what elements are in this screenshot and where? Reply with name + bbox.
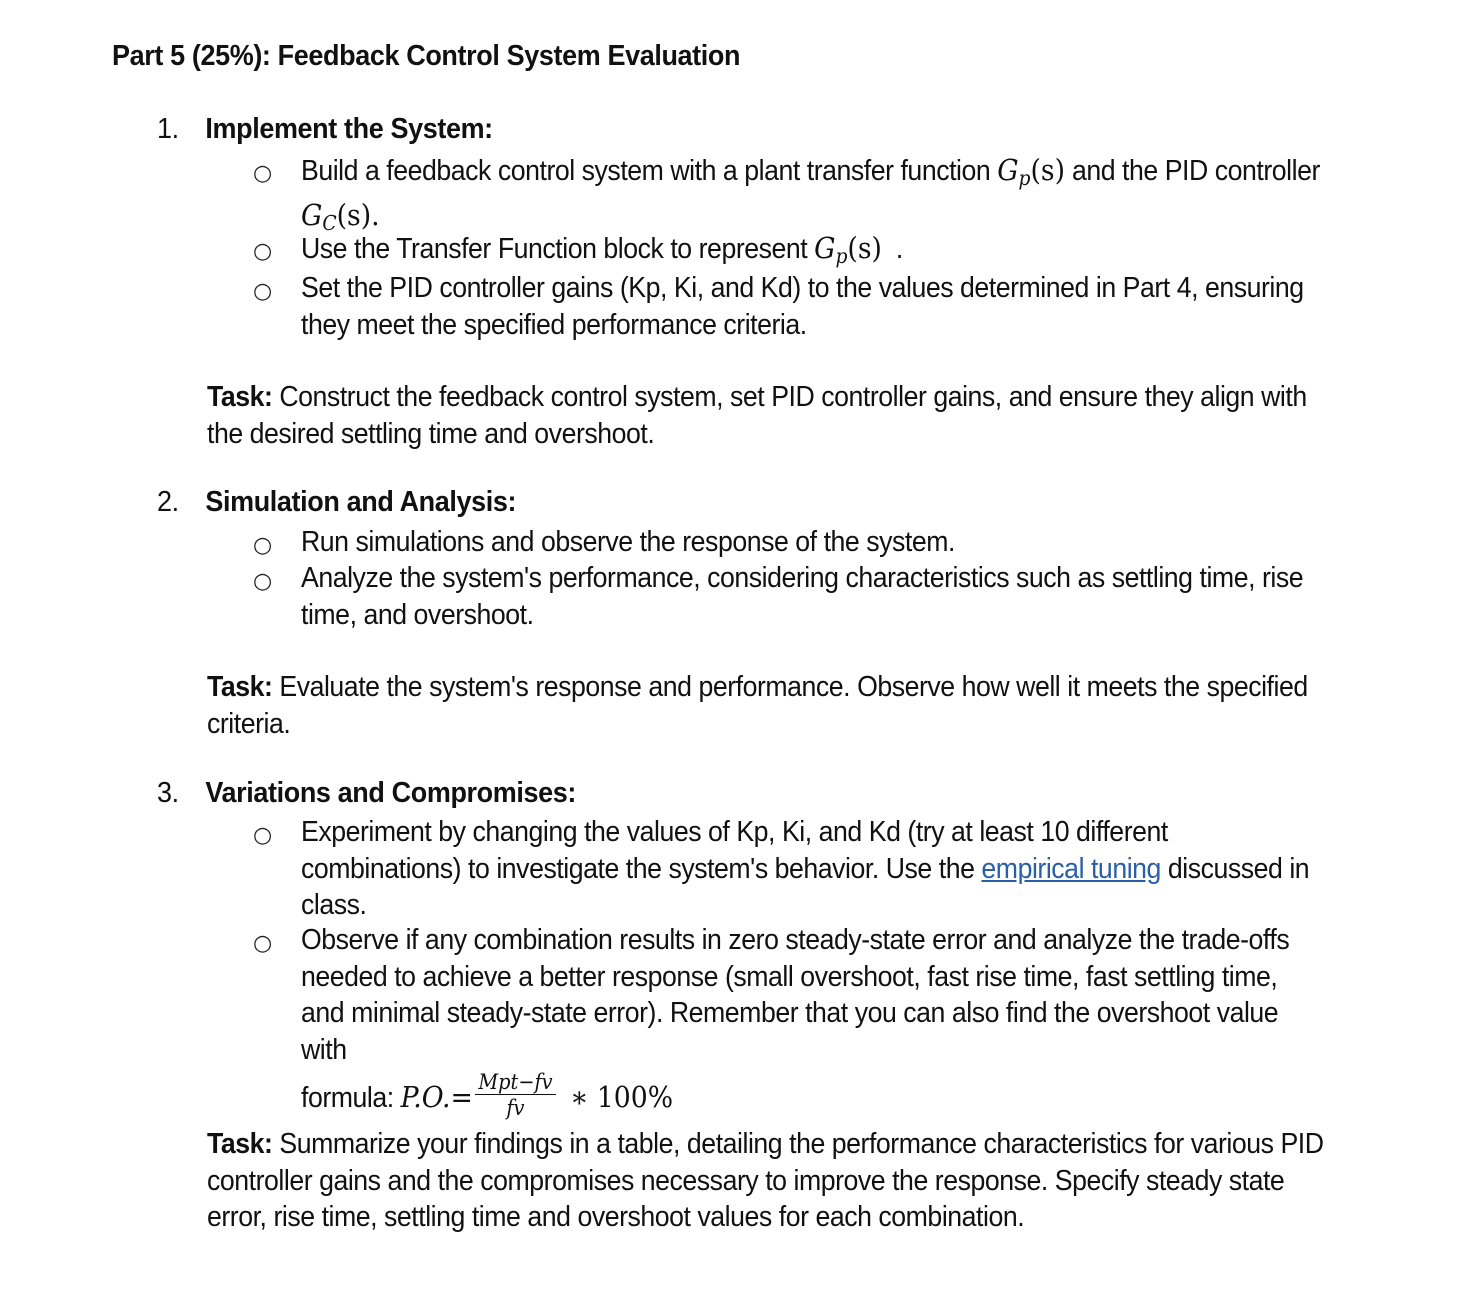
section-3-bullet-1: Experiment by changing the values of Kp, Ki, and Kd (try at least 10 different combinations) to investigate the system's behavior. Use the empirical tuning discussed in class.: [301, 816, 1310, 921]
section-2-bullet-1: Run simulations and observe the response of the system.: [301, 526, 955, 558]
section-3-number: 3.: [157, 777, 179, 809]
section-3-task: Task: Summarize your findings in a table, detailing the performance characteristics for various PID controller gains and the compromises necessary to improve the response. Specify steady state error, rise time, settling time and overshoot values for each combination.: [207, 1128, 1324, 1233]
section-2-task: Task: Evaluate the system's response and performance. Observe how well it meets the specified criteria.: [207, 671, 1308, 740]
fraction-numerator: Mpt−fv: [475, 1070, 557, 1095]
section-2-heading: [157, 486, 516, 519]
hollow-circle-bullet-icon: ○: [253, 239, 273, 264]
task-label: Task:: [207, 1128, 273, 1160]
section-1-bullet-1: Build a feedback control system with a plant transfer function $G_p(s)$ and the PID controller $G_C(s)$.: [301, 153, 1320, 235]
overshoot-formula-line: formula: P.O.= $\frac{\text{Mpt−fv}}{fv}$ ∗ 100%: [301, 1070, 674, 1120]
hollow-circle-bullet-icon: ○: [253, 931, 273, 956]
section-1-title: Implement the System:: [205, 113, 493, 145]
empirical-tuning-link[interactable]: empirical tuning: [981, 852, 1161, 885]
page-title: Part 5 (25%): Feedback Control System Evaluation: [112, 40, 741, 72]
section-3-heading: [157, 777, 576, 810]
section-1-heading: [157, 113, 493, 146]
section-1-bullet-3: Set the PID controller gains (Kp, Ki, and Kd) to the values determined in Part 4, ensuring they meet the specified performance criteria.: [301, 272, 1304, 341]
formula-lhs: P.O.=: [400, 1080, 473, 1115]
overshoot-fraction: [475, 1070, 557, 1121]
section-2-number: 2.: [157, 486, 179, 518]
hollow-circle-bullet-icon: ○: [253, 533, 273, 558]
section-1-bullet-2: Use the Transfer Function block to represent $G_p(s)$ .: [301, 231, 903, 268]
plant-transfer-function-math: $G_p(s)$: [814, 231, 882, 268]
section-3-title: Variations and Compromises:: [205, 777, 576, 809]
hollow-circle-bullet-icon: ○: [253, 161, 273, 186]
section-2-title: Simulation and Analysis:: [205, 486, 517, 518]
formula-rhs: ∗ 100%: [561, 1080, 674, 1115]
hollow-circle-bullet-icon: ○: [253, 823, 273, 848]
controller-transfer-function-math: $G_C(s)$.: [301, 197, 380, 235]
plant-transfer-function-math: $G_p(s)$: [997, 153, 1065, 190]
task-label: Task:: [207, 381, 273, 413]
hollow-circle-bullet-icon: ○: [253, 569, 273, 594]
fraction-denominator: fv: [506, 1096, 525, 1120]
section-2-bullet-2: Analyze the system's performance, considering characteristics such as settling time, rise time, and overshoot.: [301, 562, 1304, 631]
section-1-number: 1.: [157, 113, 179, 145]
task-label: Task:: [207, 671, 273, 703]
section-3-bullet-2: Observe if any combination results in zero steady-state error and analyze the trade-offs needed to achieve a better response (small overshoot, fast rise time, fast settling time, and minimal steady-state error). Remember that you can also find the overshoot value with formula: P.O.= $\frac{\text{Mpt−fv}}{fv}$ ∗ 100%: [301, 922, 1322, 1125]
section-1-task: Task: Construct the feedback control system, set PID controller gains, and ensure they align with the desired settling time and overshoot.: [207, 381, 1307, 450]
hollow-circle-bullet-icon: ○: [253, 279, 273, 304]
